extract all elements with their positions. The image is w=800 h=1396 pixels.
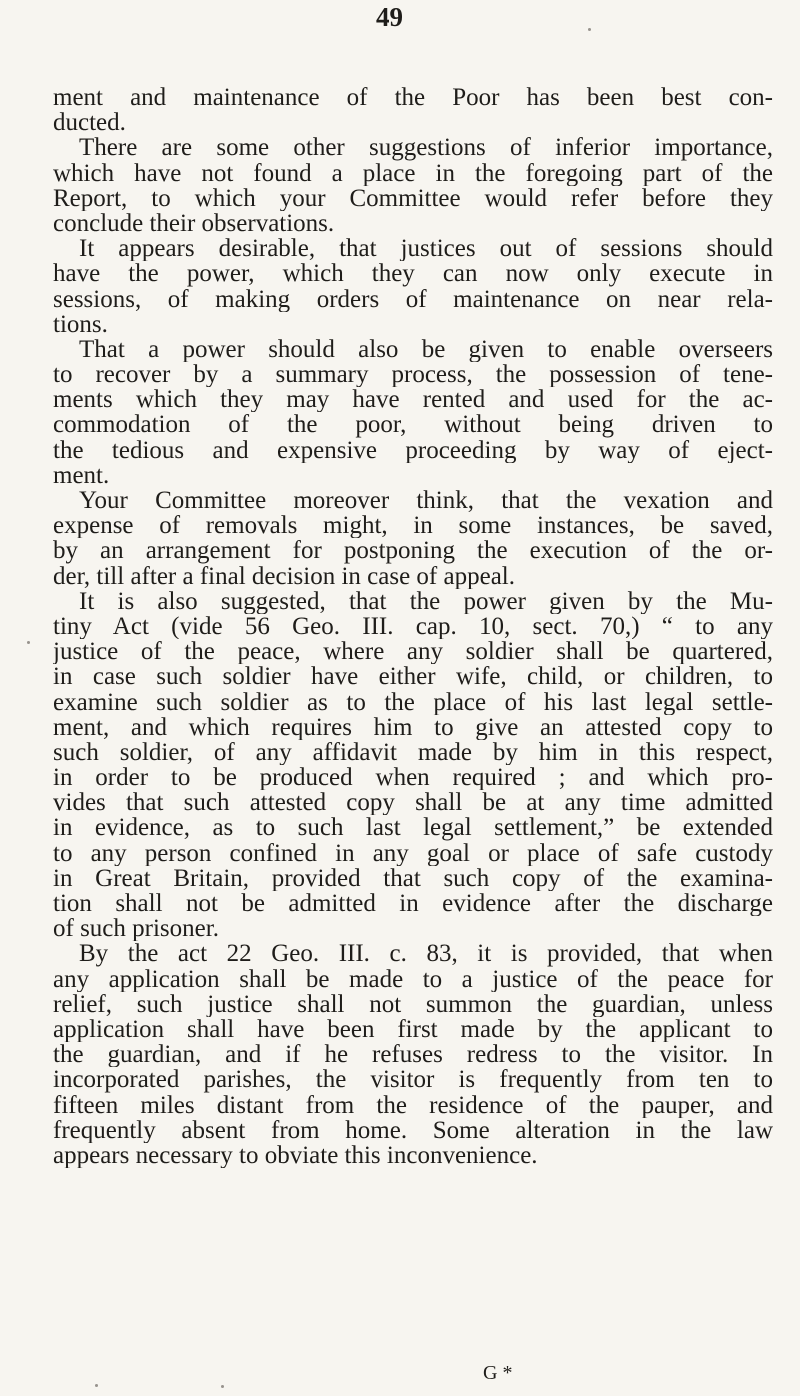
text-line: relief, such justice shall not summon the guardian, unless xyxy=(53,991,773,1017)
text-line: It appears desirable, that justices out of sessions should xyxy=(79,236,773,262)
signature-mark: G * xyxy=(483,1362,513,1384)
text-line: By the act 22 Geo. III. c. 83, it is provided, that when xyxy=(79,941,773,967)
body-text xyxy=(53,85,773,1168)
text-line: tions. xyxy=(53,311,108,337)
page-number: 49 xyxy=(376,2,403,32)
text-line: sessions, of making orders of maintenance on near rela- xyxy=(53,286,773,312)
text-line: such soldier, of any affidavit made by him in this respect, xyxy=(53,739,773,766)
text-line: conclude their observations. xyxy=(53,210,335,237)
paper-speck xyxy=(221,1385,224,1388)
text-line: the tedious and expensive proceeding by way of eject- xyxy=(53,437,773,463)
text-line: That a power should also be given to enable overseers xyxy=(79,336,773,363)
text-line: to any person confined in any goal or place of safe custody xyxy=(53,840,773,866)
text-line: to recover by a summary process, the possession of tene- xyxy=(53,362,773,388)
paper-speck xyxy=(588,28,591,31)
text-line: in order to be produced when required ; and which pro- xyxy=(53,765,773,791)
text-line: commodation of the poor, without being driven to xyxy=(53,412,773,438)
text-line: It is also suggested, that the power given by the Mu- xyxy=(79,588,773,614)
text-line: of such prisoner. xyxy=(53,916,219,942)
text-line: any application shall be made to a justice of the peace for xyxy=(53,966,773,992)
text-line: application shall have been first made by the applicant to xyxy=(53,1016,773,1043)
text-line: expense of removals might, in some instances, be saved, xyxy=(53,513,773,539)
text-line: in evidence, as to such last legal settlement,” be extended xyxy=(53,815,773,841)
text-line: There are some other suggestions of inferior importance, xyxy=(79,135,773,161)
text-line: in Great Britain, provided that such copy of the examina- xyxy=(53,865,773,891)
text-line: ments which they may have rented and used for the ac- xyxy=(53,387,773,413)
text-line: in case such soldier have either wife, child, or children, to xyxy=(53,664,773,690)
paper-speck xyxy=(95,1384,98,1387)
text-line: vides that such attested copy shall be at any time admitted xyxy=(53,790,773,816)
text-line: Your Committee moreover think, that the vexation and xyxy=(79,488,773,514)
text-line: tion shall not be admitted in evidence after the discharge xyxy=(53,891,773,917)
text-line: frequently absent from home. Some alteration in the law xyxy=(53,1117,773,1143)
text-line: appears necessary to obviate this inconvenience. xyxy=(53,1142,538,1169)
text-line: fifteen miles distant from the residence of the pauper, and xyxy=(53,1092,773,1118)
text-line: tiny Act (vide 56 Geo. III. cap. 10, sect. 70,) “ to any xyxy=(53,613,773,640)
text-line: ducted. xyxy=(53,110,126,136)
text-line: examine such soldier as to the place of his last legal settle- xyxy=(53,689,773,715)
text-line: der, till after a final decision in case of appeal. xyxy=(53,563,515,589)
text-line: have the power, which they can now only execute in xyxy=(53,261,773,287)
paper-speck xyxy=(27,641,30,644)
text-line: ment. xyxy=(53,462,110,488)
text-line: by an arrangement for postponing the execution of the or- xyxy=(53,538,773,564)
text-line: ment and maintenance of the Poor has been best con- xyxy=(53,85,773,111)
text-line: justice of the peace, where any soldier shall be quartered, xyxy=(53,639,773,665)
text-line: which have not found a place in the foregoing part of the xyxy=(53,160,773,186)
text-line: the guardian, and if he refuses redress to the visitor. In xyxy=(53,1042,773,1068)
text-line: incorporated parishes, the visitor is frequently from ten to xyxy=(53,1067,773,1093)
text-line: ment, and which requires him to give an attested copy to xyxy=(53,714,773,740)
text-line: Report, to which your Committee would refer before they xyxy=(53,185,773,211)
